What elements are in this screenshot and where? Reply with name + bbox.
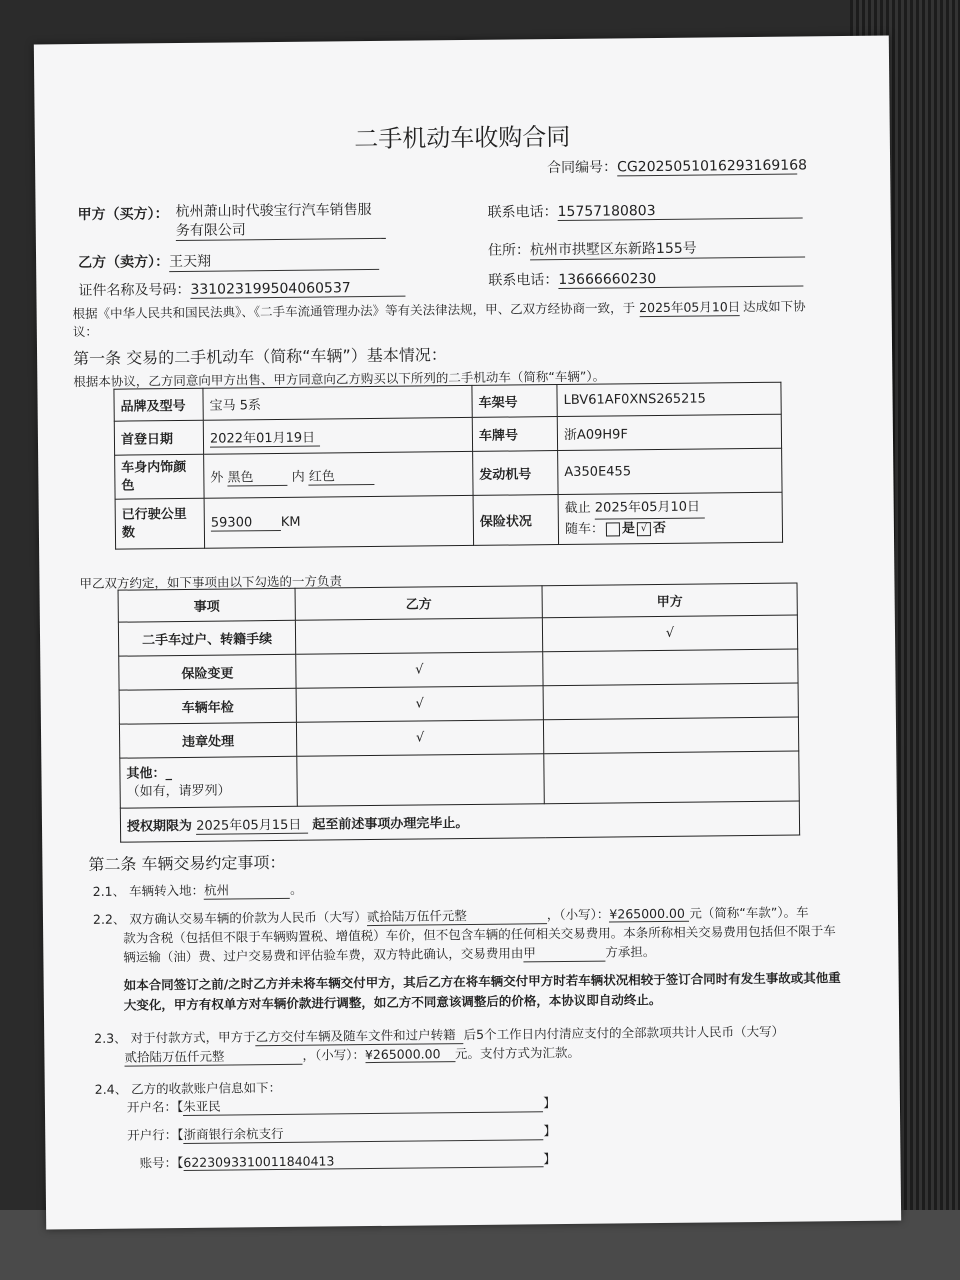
insurance-follow-label: 随车： — [564, 521, 605, 537]
party-b-row — [78, 249, 379, 273]
article-1-heading: 第一条 交易的二手机动车（简称“车辆”）基本情况： — [73, 345, 447, 369]
article-2-heading: 第二条 车辆交易约定事项： — [88, 852, 286, 874]
account-name-label: 开户名： — [126, 1099, 178, 1115]
responsibility-note: 甲乙双方约定，如下事项由以下勾选的一方负责 — [79, 573, 343, 592]
bracket-left: 【 — [177, 1127, 184, 1143]
deadline-label: 授权期限为 — [126, 818, 193, 835]
deadline-row — [120, 801, 799, 842]
row-item: 违章处理 — [119, 722, 296, 758]
color-out: 黑色 — [227, 465, 287, 486]
row-party-a-mark[interactable] — [543, 683, 798, 720]
row-party-b-mark[interactable]: √ — [296, 686, 543, 723]
clause-2-3-text-b: 后5个工作日内付清应支付的全部款项共计人民币（大写） — [463, 1023, 785, 1043]
price-uppercase: 贰拾陆万伍仟元整 — [367, 905, 547, 926]
vin-label: 车架号 — [472, 385, 557, 418]
account-name-row — [127, 1093, 556, 1116]
bold-clause-line2: 大变化，甲方有权单方对车辆价款进行调整，如乙方不同意该调整后的价格，本协议即自动终止。 — [123, 991, 662, 1013]
clause-2-1 — [93, 880, 303, 901]
intro-text-2: 达成如下协 — [743, 298, 806, 315]
plate-value: 浙A09H9F — [557, 414, 781, 450]
intro-line-2: 议： — [72, 323, 98, 340]
intro-date: 2025年05月10日 — [639, 299, 741, 316]
account-no-row — [139, 1149, 555, 1171]
row-party-b-mark[interactable] — [295, 618, 542, 655]
insurance-cell — [558, 492, 783, 544]
color-in-label: 内 — [291, 469, 305, 485]
insurance-no-label: 否 — [652, 520, 667, 537]
clause-2-2-text-a: 双方确认交易车辆的价款为人民币（大写） — [129, 909, 367, 927]
color-cell — [204, 451, 473, 498]
clause-2-2-no: 2.2、 — [92, 911, 126, 927]
row-party-a-mark[interactable] — [543, 649, 798, 686]
vehicle-info-table — [113, 382, 783, 550]
insurance-until-label: 截止 — [564, 500, 591, 516]
party-b-phone-row — [488, 266, 803, 289]
row-item: 保险变更 — [119, 654, 296, 690]
color-label-1: 车身内饰颜 — [121, 459, 187, 476]
row-other-label — [120, 756, 298, 808]
id-label: 证件名称及号码： — [78, 281, 191, 300]
contract-title: 二手机动车收购合同 — [354, 122, 571, 154]
brand-value: 宝马 5系 — [203, 385, 472, 420]
contract-no: CG20250510162931691​68 — [617, 157, 808, 176]
id-number: 331023199504060537 — [190, 280, 405, 299]
party-b-name: 王天翔 — [169, 249, 379, 272]
row-item: 二手车过户、转籍手续 — [118, 620, 295, 656]
insurance-until: 2025年05月10日 — [595, 498, 705, 520]
other-label: 其他：_ — [126, 765, 173, 782]
table-row-other — [120, 751, 799, 808]
account-no-label: 账号： — [139, 1155, 178, 1171]
bold-clause-line1: 如本合同签订之前/之时乙方并未将车辆交付甲方，其后乙方在将车辆交付甲方时若车辆状况相较于签订合同时有发生事故或其他重 — [123, 970, 841, 993]
insurance-no-checkbox[interactable]: √ — [637, 522, 651, 536]
brand-label: 品牌及型号 — [114, 388, 203, 421]
row-party-a-mark[interactable]: √ — [542, 615, 797, 652]
clause-2-2-text-c: 元（简称“车款”）。车 — [689, 904, 809, 921]
clause-2-3-text-d: 元。支付方式为汇款。 — [454, 1044, 581, 1062]
contract-no-label: 合同编号： — [547, 159, 618, 177]
address: 杭州市拱墅区东新路155号 — [530, 236, 805, 260]
clause-2-2-line3-a: 辆运输（油）费、过户交易费和评估验车费，双方特此确认，交易费用由 — [123, 945, 524, 965]
col-party-a: 甲方 — [542, 583, 797, 618]
clause-2-4-no: 2.4、 — [94, 1081, 128, 1097]
responsibility-table — [118, 583, 801, 843]
row-item: 车辆年检 — [119, 688, 296, 724]
color-out-label: 外 — [210, 470, 224, 486]
bank-row — [127, 1121, 556, 1144]
party-b-phone: 13666660230 — [558, 269, 803, 289]
clause-2-3-line2 — [124, 1043, 580, 1067]
clause-2-3-text-c: ，（小写）： — [302, 1047, 366, 1063]
plate-label: 车牌号 — [472, 417, 557, 452]
clause-2-3-text-a: 对于付款方式，甲方于 — [130, 1029, 256, 1046]
other-hint: （如有，请罗列） — [126, 782, 231, 800]
party-a-name-line2: 务有限公司 — [176, 218, 386, 241]
clause-2-1-end: 。 — [289, 881, 303, 897]
phone-label: 联系电话： — [487, 204, 558, 221]
contract-paper — [34, 36, 901, 1230]
destination: 杭州 — [204, 880, 290, 900]
row-other-party-a[interactable] — [544, 751, 800, 804]
payment-lowercase: ¥265000.00 — [365, 1046, 455, 1063]
row-party-a-mark[interactable] — [543, 717, 798, 754]
row-party-b-mark[interactable]: √ — [296, 720, 543, 757]
price-lowercase: ¥265000.00 — [609, 906, 689, 923]
bracket-right: 】 — [543, 1123, 557, 1139]
reg-date-cell — [203, 417, 472, 454]
insurance-label: 保险状况 — [473, 495, 559, 546]
intro-text: 根据《中华人民共和国民法典》、《二手车流通管理办法》等有关法律法规，甲、乙双方经协商一致，于 — [72, 300, 636, 322]
clause-2-1-label: 车辆转入地： — [128, 882, 205, 899]
row-party-b-mark[interactable]: √ — [296, 652, 543, 689]
mileage-label — [115, 498, 205, 549]
address-row — [488, 236, 805, 260]
address-label: 住所： — [487, 242, 531, 259]
account-name: 朱亚民 — [183, 1093, 543, 1116]
party-a-phone-row — [487, 198, 802, 221]
reg-date-value: 2022年01月19日 — [210, 426, 320, 447]
phone-label-2: 联系电话： — [488, 272, 559, 289]
clause-2-3-no: 2.3、 — [94, 1030, 127, 1046]
clause-2-4 — [95, 1078, 282, 1098]
payment-condition: 乙方交付车辆及随车文件和过户转籍 — [256, 1025, 464, 1046]
clause-2-4-label: 乙方的收款账户信息如下： — [131, 1079, 282, 1097]
party-a-phone: 15757180803 — [558, 201, 803, 221]
color-label-2: 色 — [121, 477, 135, 494]
bracket-left: 【 — [176, 1155, 184, 1171]
deadline-tail: 起至前述事项办理完毕止。 — [312, 815, 469, 833]
clause-2-2-line2: 款为含税（包括但不限于车辆购置税、增值税）车价，但不包含车辆的任何相关交易费用。本条所称相关交易费用包括但不限于车 — [123, 923, 836, 946]
bracket-right: 】 — [543, 1095, 556, 1111]
bracket-right: 】 — [543, 1151, 556, 1167]
color-in: 红色 — [309, 464, 375, 485]
intro-line-1 — [73, 296, 806, 323]
reg-date-label: 首登日期 — [114, 420, 203, 455]
id-row — [78, 277, 405, 300]
insurance-yes-checkbox[interactable] — [606, 522, 620, 536]
color-label — [115, 454, 204, 499]
article-1-note: 根据本协议，乙方同意向甲方出售、甲方同意向乙方购买以下所列的二手机动车（简称“车辆”）。 — [73, 368, 606, 390]
col-item: 事项 — [118, 588, 295, 622]
clause-2-1-no: 2.1、 — [92, 883, 126, 899]
bracket-left: 【 — [176, 1099, 184, 1115]
account-no: 6223093310011840413 — [183, 1151, 543, 1171]
clause-2-2-text-b: ，（小写）： — [546, 906, 610, 923]
mileage-label-1: 已行驶公里 — [121, 506, 187, 523]
engine-value: A350E455 — [558, 448, 782, 494]
party-b-label: 乙方（卖方）： — [78, 254, 170, 272]
mileage-value: 59300 — [211, 514, 281, 531]
payment-uppercase: 贰拾陆万伍仟元整 — [124, 1046, 302, 1067]
bank-name: 浙商银行余杭支行 — [183, 1121, 543, 1144]
bank-label: 开户行： — [127, 1127, 178, 1143]
deadline-date: 2025年05月15日 — [196, 813, 308, 834]
mileage-cell — [204, 495, 474, 548]
clause-2-2-line3-b: 方承担。 — [605, 944, 656, 960]
fee-payer: 甲 — [523, 943, 605, 963]
contract-no-row — [547, 155, 808, 178]
party-a-name-line1: 杭州萧山时代骏宝行汽车销售服 — [175, 201, 372, 221]
party-a-label: 甲方（买方）： — [77, 206, 169, 224]
mileage-label-2: 数 — [121, 524, 136, 541]
vin-value: LBV61AF0XNS265215 — [557, 382, 781, 416]
mileage-unit: KM — [280, 514, 301, 530]
col-party-b: 乙方 — [295, 586, 542, 621]
engine-label: 发动机号 — [473, 451, 558, 496]
insurance-yes-label: 是 — [621, 521, 636, 537]
row-other-party-b[interactable] — [297, 754, 545, 807]
